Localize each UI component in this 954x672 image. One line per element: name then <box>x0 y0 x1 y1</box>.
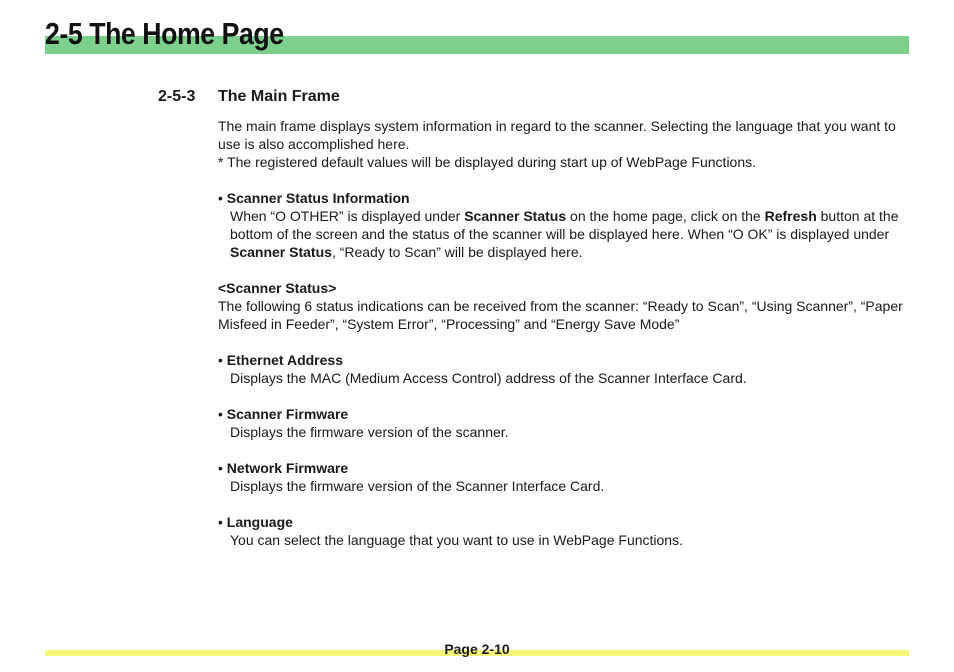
bullet-mark: • <box>218 460 227 476</box>
text-run: When “O OTHER” is displayed under <box>230 208 465 224</box>
bullet-heading: Scanner Firmware <box>226 406 349 422</box>
bullet-ethernet-address <box>218 351 908 369</box>
text-run: button at the bottom of the screen and the status of the scanner will be displayed here. When “O OK” is displayed under <box>230 208 899 242</box>
bullet-network-firmware <box>218 459 908 477</box>
bullet-mark: • <box>218 190 227 206</box>
bullet-heading: Scanner Status Information <box>226 190 410 206</box>
bullet-mark: • <box>218 352 227 368</box>
bullet-text: Displays the MAC (Medium Access Control) address of the Scanner Interface Card. <box>230 370 747 386</box>
bullet-mark: • <box>218 514 227 530</box>
scanner-status-info-text <box>218 207 908 261</box>
bullet-language <box>218 513 908 531</box>
scanner-status-heading: <Scanner Status> <box>218 280 337 296</box>
intro-paragraph: The main frame displays system information in regard to the scanner. Selecting the language that you want to use is also accomplished here. <box>218 118 896 152</box>
intro-note: * The registered default values will be displayed during start up of WebPage Functions. <box>218 154 757 170</box>
bold-run: Refresh <box>764 208 817 224</box>
bullet-mark: • <box>218 406 227 422</box>
bullet-text: Displays the firmware version of the scanner. <box>230 424 509 440</box>
bold-run: Scanner Status <box>230 244 332 260</box>
page-number: Page 2-10 <box>444 641 510 657</box>
main-content <box>218 117 908 549</box>
bold-run: Scanner Status <box>464 208 567 224</box>
bullet-heading: Network Firmware <box>226 460 349 476</box>
text-run: on the home page, click on the <box>566 208 765 224</box>
section-heading <box>158 87 340 107</box>
scanner-status-text: The following 6 status indications can be received from the scanner: “Ready to Scan”, “Using Scanner”, “Paper Misfeed in Feeder”, “System Error”, “Processing” and “Energy Save Mode” <box>218 298 903 332</box>
section-number: 2-5-3 <box>158 88 196 105</box>
bullet-heading: Ethernet Address <box>226 352 343 368</box>
page-title: 2-5 The Home Page <box>45 16 284 51</box>
bullet-scanner-firmware <box>218 405 908 423</box>
bullet-heading: Language <box>226 514 293 530</box>
section-title: The Main Frame <box>218 88 340 105</box>
bullet-text: Displays the firmware version of the Scanner Interface Card. <box>230 478 605 494</box>
text-run: , “Ready to Scan” will be displayed here. <box>331 244 583 260</box>
bullet-text: You can select the language that you want to use in WebPage Functions. <box>230 532 683 548</box>
bullet-scanner-status-info <box>218 189 908 207</box>
